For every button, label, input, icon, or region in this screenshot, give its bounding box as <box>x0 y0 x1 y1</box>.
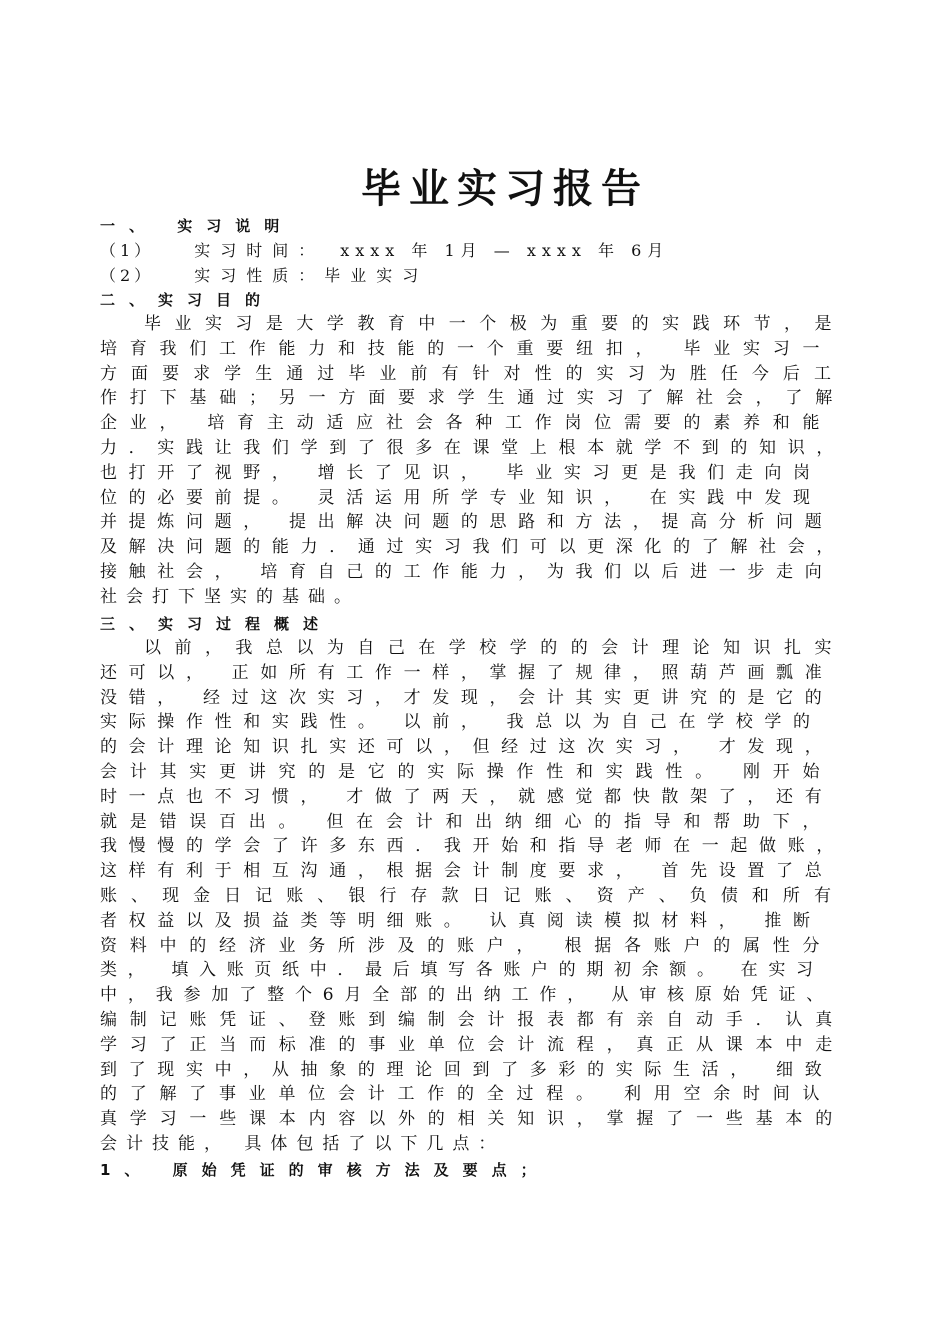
paragraph-line: 没错， 经过这次实习，才发现，会计其实更讲究的是它的 <box>100 687 834 708</box>
paragraph-line: 学习了正当而标准的事业单位会计流程，真正从课本中走 <box>100 1034 845 1055</box>
paragraph-line: 并提炼问题， 提出解决问题的思路和方法，提高分析问题 <box>100 512 834 533</box>
paragraph-line: 作打下基础；另一方面要求学生通过实习了解社会，了解 <box>100 388 845 409</box>
document-title: 毕业实习报告 <box>361 165 649 212</box>
section-2-heading: 二、实习目的 <box>100 291 275 309</box>
paragraph-line: 我慢慢的学会了许多东西．我开始和指导老师在一起做账， <box>100 836 845 857</box>
section-1-heading: 一、 实习说明 <box>100 217 294 235</box>
paragraph-line: 时一点也不习惯， 才做了两天，就感觉都快散架了，还有 <box>100 786 834 807</box>
paragraph-line: 的了解了事业单位会计工作的全过程。 利用空余时间认 <box>100 1084 833 1105</box>
paragraph-line: 账、现金日记账、银行存款日记账、资产、负债和所有 <box>100 886 845 906</box>
paragraph-line: 实际操作性和实践性。 以前， 我总以为自己在学校学的 <box>100 712 822 733</box>
paragraph-line: 还可以， 正如所有工作一样，掌握了规律，照葫芦画瓢准 <box>100 662 834 683</box>
paragraph-line: 会计其实更讲究的是它的实际操作性和实践性。 刚开始 <box>100 762 833 782</box>
section-3-heading: 三、实习过程概述 <box>100 615 333 633</box>
paragraph-line: 培育我们工作能力和技能的一个重要纽扣， 毕业实习一 <box>100 338 833 359</box>
paragraph-line: 力．实践让我们学到了很多在课堂上根本就学不到的知识， <box>100 438 845 458</box>
internship-nature-value: 毕业实习 <box>324 266 429 285</box>
internship-time-row <box>100 238 845 263</box>
paragraph-line: 这样有利于相互沟通，根据会计制度要求， 首先设置了总 <box>100 861 834 882</box>
internship-nature-row <box>100 263 845 288</box>
item-1-number: （1） <box>100 241 155 260</box>
paragraph-line: 真学习一些课本内容以外的相关知识，掌握了一些基本的 <box>100 1109 845 1130</box>
paragraph-line: 资料中的经济业务所涉及的账户， 根据各账户的属性分 <box>100 935 833 956</box>
paragraph-line: 企业， 培育主动适应社会各种工作岗位需要的素养和能 <box>100 413 833 434</box>
paragraph-line: 类， 填入账页纸中．最后填写各账户的期初余额。 在实习 <box>100 960 824 981</box>
paragraph-line: 的会计理论知识扎实还可以，但经过这次实习， 才发现， <box>100 737 834 758</box>
paragraph-line: 到了现实中，从抽象的理论回到了多彩的实际生活， 细致 <box>100 1059 834 1080</box>
paragraph-line: 接触社会， 培育自己的工作能力，为我们以后进一步走向 <box>100 562 834 582</box>
paragraph-line: 会计技能， 具体包括了以下几点： <box>100 1134 505 1154</box>
paragraph-line: 及解决问题的能力．通过实习我们可以更深化的了解社会， <box>100 537 845 558</box>
paragraph-line: 者权益以及损益类等明细账。 认真阅读模拟材料， 推断 <box>100 910 822 931</box>
item-2-number: （2） <box>100 266 155 285</box>
internship-time-value: xxxx 年 1月 — xxxx 年 6月 <box>340 241 670 260</box>
subsection-1-heading: 1、 原始凭证的审核方法及要点； <box>100 1161 550 1179</box>
paragraph-line: 位的必要前提。 灵活运用所学专业知识， 在实践中发现 <box>100 487 822 508</box>
paragraph-line: 就是错误百出。 但在会计和出纳细心的指导和帮助下， <box>100 811 833 832</box>
paragraph-line: 毕业实习是大学教育中一个极为重要的实践环节，是 <box>144 314 845 334</box>
paragraph-line: 以前，我总以为自己在学校学的的会计理论知识扎实 <box>144 638 845 658</box>
paragraph-line: 编制记账凭证、登账到编制会计报表都有亲自动手．认真 <box>100 1010 845 1030</box>
internship-nature-label: 实习性质： <box>194 266 325 285</box>
paragraph-line: 也打开了视野， 增长了见识， 毕业实习更是我们走向岗 <box>100 462 822 483</box>
paragraph-line: 方面要求学生通过毕业前有针对性的实习为胜任今后工 <box>100 363 845 384</box>
internship-time-label: 实习时间： <box>194 241 325 260</box>
paragraph-line: 社会打下坚实的基础。 <box>100 586 360 607</box>
paragraph-line: 中，我参加了整个6月全部的出纳工作， 从审核原始凭证、 <box>100 985 835 1006</box>
